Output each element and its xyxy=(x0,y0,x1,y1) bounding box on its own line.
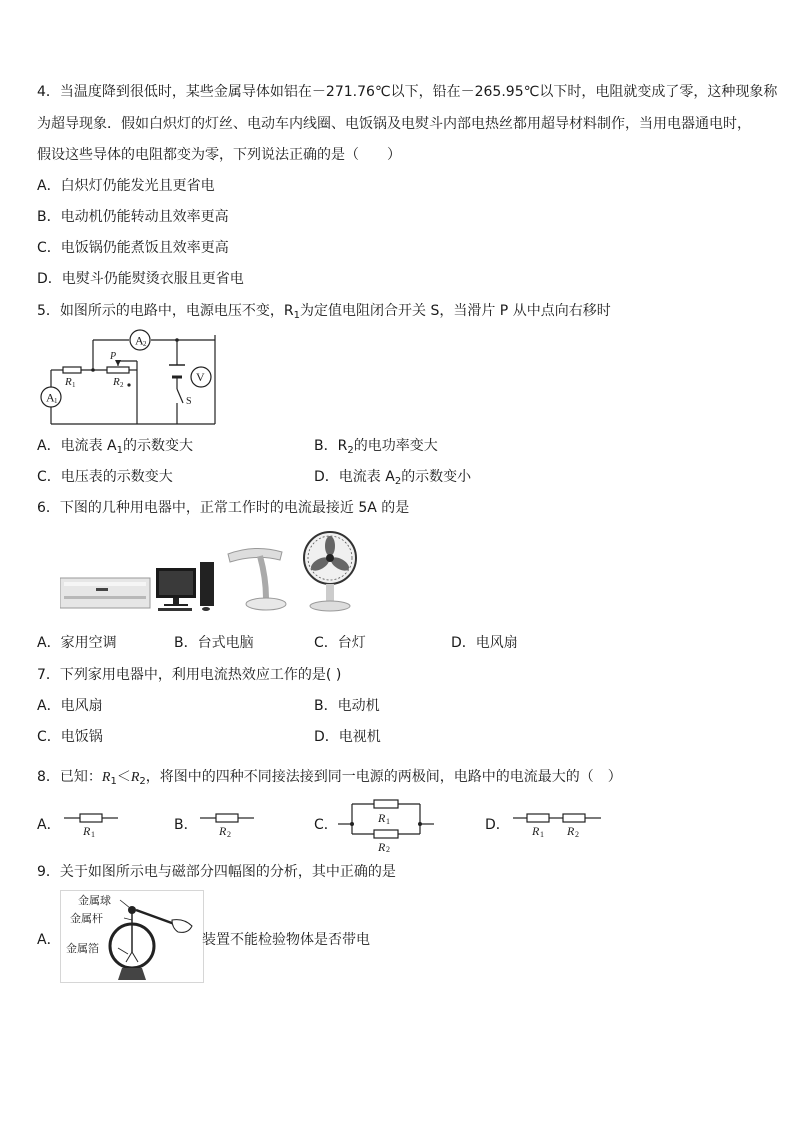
q4-option-b: B．电动机仍能转动且效率更高 xyxy=(37,209,229,225)
q5-option-b: B．$R_2$的电功率变大 xyxy=(314,438,438,456)
q8-option-a: A． xyxy=(37,817,61,833)
svg-text:1: 1 xyxy=(91,830,95,838)
q6-appliance-photos xyxy=(60,530,360,612)
q6-option-c: C．台灯 xyxy=(314,635,366,651)
svg-text:2: 2 xyxy=(143,340,147,348)
svg-text:1: 1 xyxy=(540,830,544,838)
q7-option-d: D．电视机 xyxy=(314,729,381,745)
q7-option-c: C．电饭锅 xyxy=(37,729,103,745)
svg-text:2: 2 xyxy=(227,830,231,838)
q9-option-a-letter: A． xyxy=(37,932,61,948)
svg-text:1: 1 xyxy=(54,397,58,405)
svg-text:R: R xyxy=(378,840,386,852)
q7-option-b: B．电动机 xyxy=(314,698,380,714)
metal-rod-label: 金属杆 xyxy=(70,912,103,925)
q8-option-d: D． xyxy=(485,817,510,833)
desk-lamp-icon xyxy=(228,548,286,610)
svg-text:1: 1 xyxy=(72,381,76,389)
q7-option-a: A．电风扇 xyxy=(37,698,103,714)
electroscope-figure xyxy=(60,890,205,984)
q8-option-d-circuit xyxy=(511,808,603,838)
metal-foil-label: 金属箔 xyxy=(66,942,99,955)
svg-text:R: R xyxy=(567,824,575,838)
q5-stem: 5．如图所示的电路中，电源电压不变，$R_1$为定值电阻闭合开关 S，当滑片 P 从中点向右移时 xyxy=(37,303,611,321)
q5-option-d: D．电流表 $A_2$的示数变小 xyxy=(314,469,472,487)
svg-text:R: R xyxy=(83,824,91,838)
r1-label: R xyxy=(65,376,72,388)
s-label: S xyxy=(186,396,192,407)
q8-option-c: C． xyxy=(314,817,338,833)
q8-stem: 8．已知：$R_1<R_2$，将图中的四种不同接法接到同一电源的两极间，电路中的电流最大的（ ） xyxy=(37,769,622,787)
q4-line3: 假设这些导体的电阻都变为零，下列说法正确的是（ ） xyxy=(37,147,401,163)
a1-label: A xyxy=(46,390,55,405)
r2-label: R xyxy=(113,376,120,388)
v-label: V xyxy=(196,370,205,384)
q6-option-d: D．电风扇 xyxy=(451,635,518,651)
p-label: P xyxy=(110,351,117,362)
q4-line2: 为超导现象．假如白炽灯的灯丝、电动车内线圈、电饭锅及电熨斗内部电热丝都用超导材料制作，当用电器通电时， xyxy=(37,116,751,132)
q8-option-b-circuit xyxy=(198,808,256,838)
q8-option-b: B． xyxy=(174,817,198,833)
metal-ball-label: 金属球 xyxy=(78,894,111,907)
q4-option-c: C．电饭锅仍能煮饭且效率更高 xyxy=(37,240,229,256)
q4-line1: 4．当温度降到很低时，某些金属导体如铝在－271.76℃以下，铅在－265.95℃以下时，电阻就变成了零，这种现象称 xyxy=(37,84,778,100)
svg-text:R: R xyxy=(378,811,386,825)
electric-fan-icon xyxy=(304,532,356,611)
svg-text:2: 2 xyxy=(120,381,124,389)
q5-option-c: C．电压表的示数变大 xyxy=(37,469,173,485)
q7-stem: 7．下列家用电器中，利用电流热效应工作的是( ) xyxy=(37,667,342,683)
desktop-computer-icon xyxy=(156,562,214,611)
q8-option-c-circuit xyxy=(336,792,436,852)
a2-label: A xyxy=(135,333,144,348)
svg-text:2: 2 xyxy=(386,845,390,852)
q8-option-a-circuit xyxy=(62,808,120,838)
svg-text:R: R xyxy=(219,824,227,838)
q6-option-a: A．家用空调 xyxy=(37,635,117,651)
q9-stem: 9．关于如图所示电与磁部分四幅图的分析，其中正确的是 xyxy=(37,864,396,880)
svg-text:2: 2 xyxy=(575,830,579,838)
q4-option-a: A．白炽灯仍能发光且更省电 xyxy=(37,178,215,194)
q9-option-a-text: 装置不能检验物体是否带电 xyxy=(202,932,370,948)
air-conditioner-icon xyxy=(60,578,150,608)
svg-text:R: R xyxy=(532,824,540,838)
q6-option-b: B．台式电脑 xyxy=(174,635,254,651)
q6-stem: 6．下图的几种用电器中，正常工作时的电流最接近 5A 的是 xyxy=(37,500,410,516)
q5-option-a: A．电流表 $A_1$的示数变大 xyxy=(37,438,193,456)
svg-text:1: 1 xyxy=(386,817,390,826)
q5-circuit-diagram xyxy=(37,325,219,427)
q4-option-d: D．电熨斗仍能熨烫衣服且更省电 xyxy=(37,271,244,287)
